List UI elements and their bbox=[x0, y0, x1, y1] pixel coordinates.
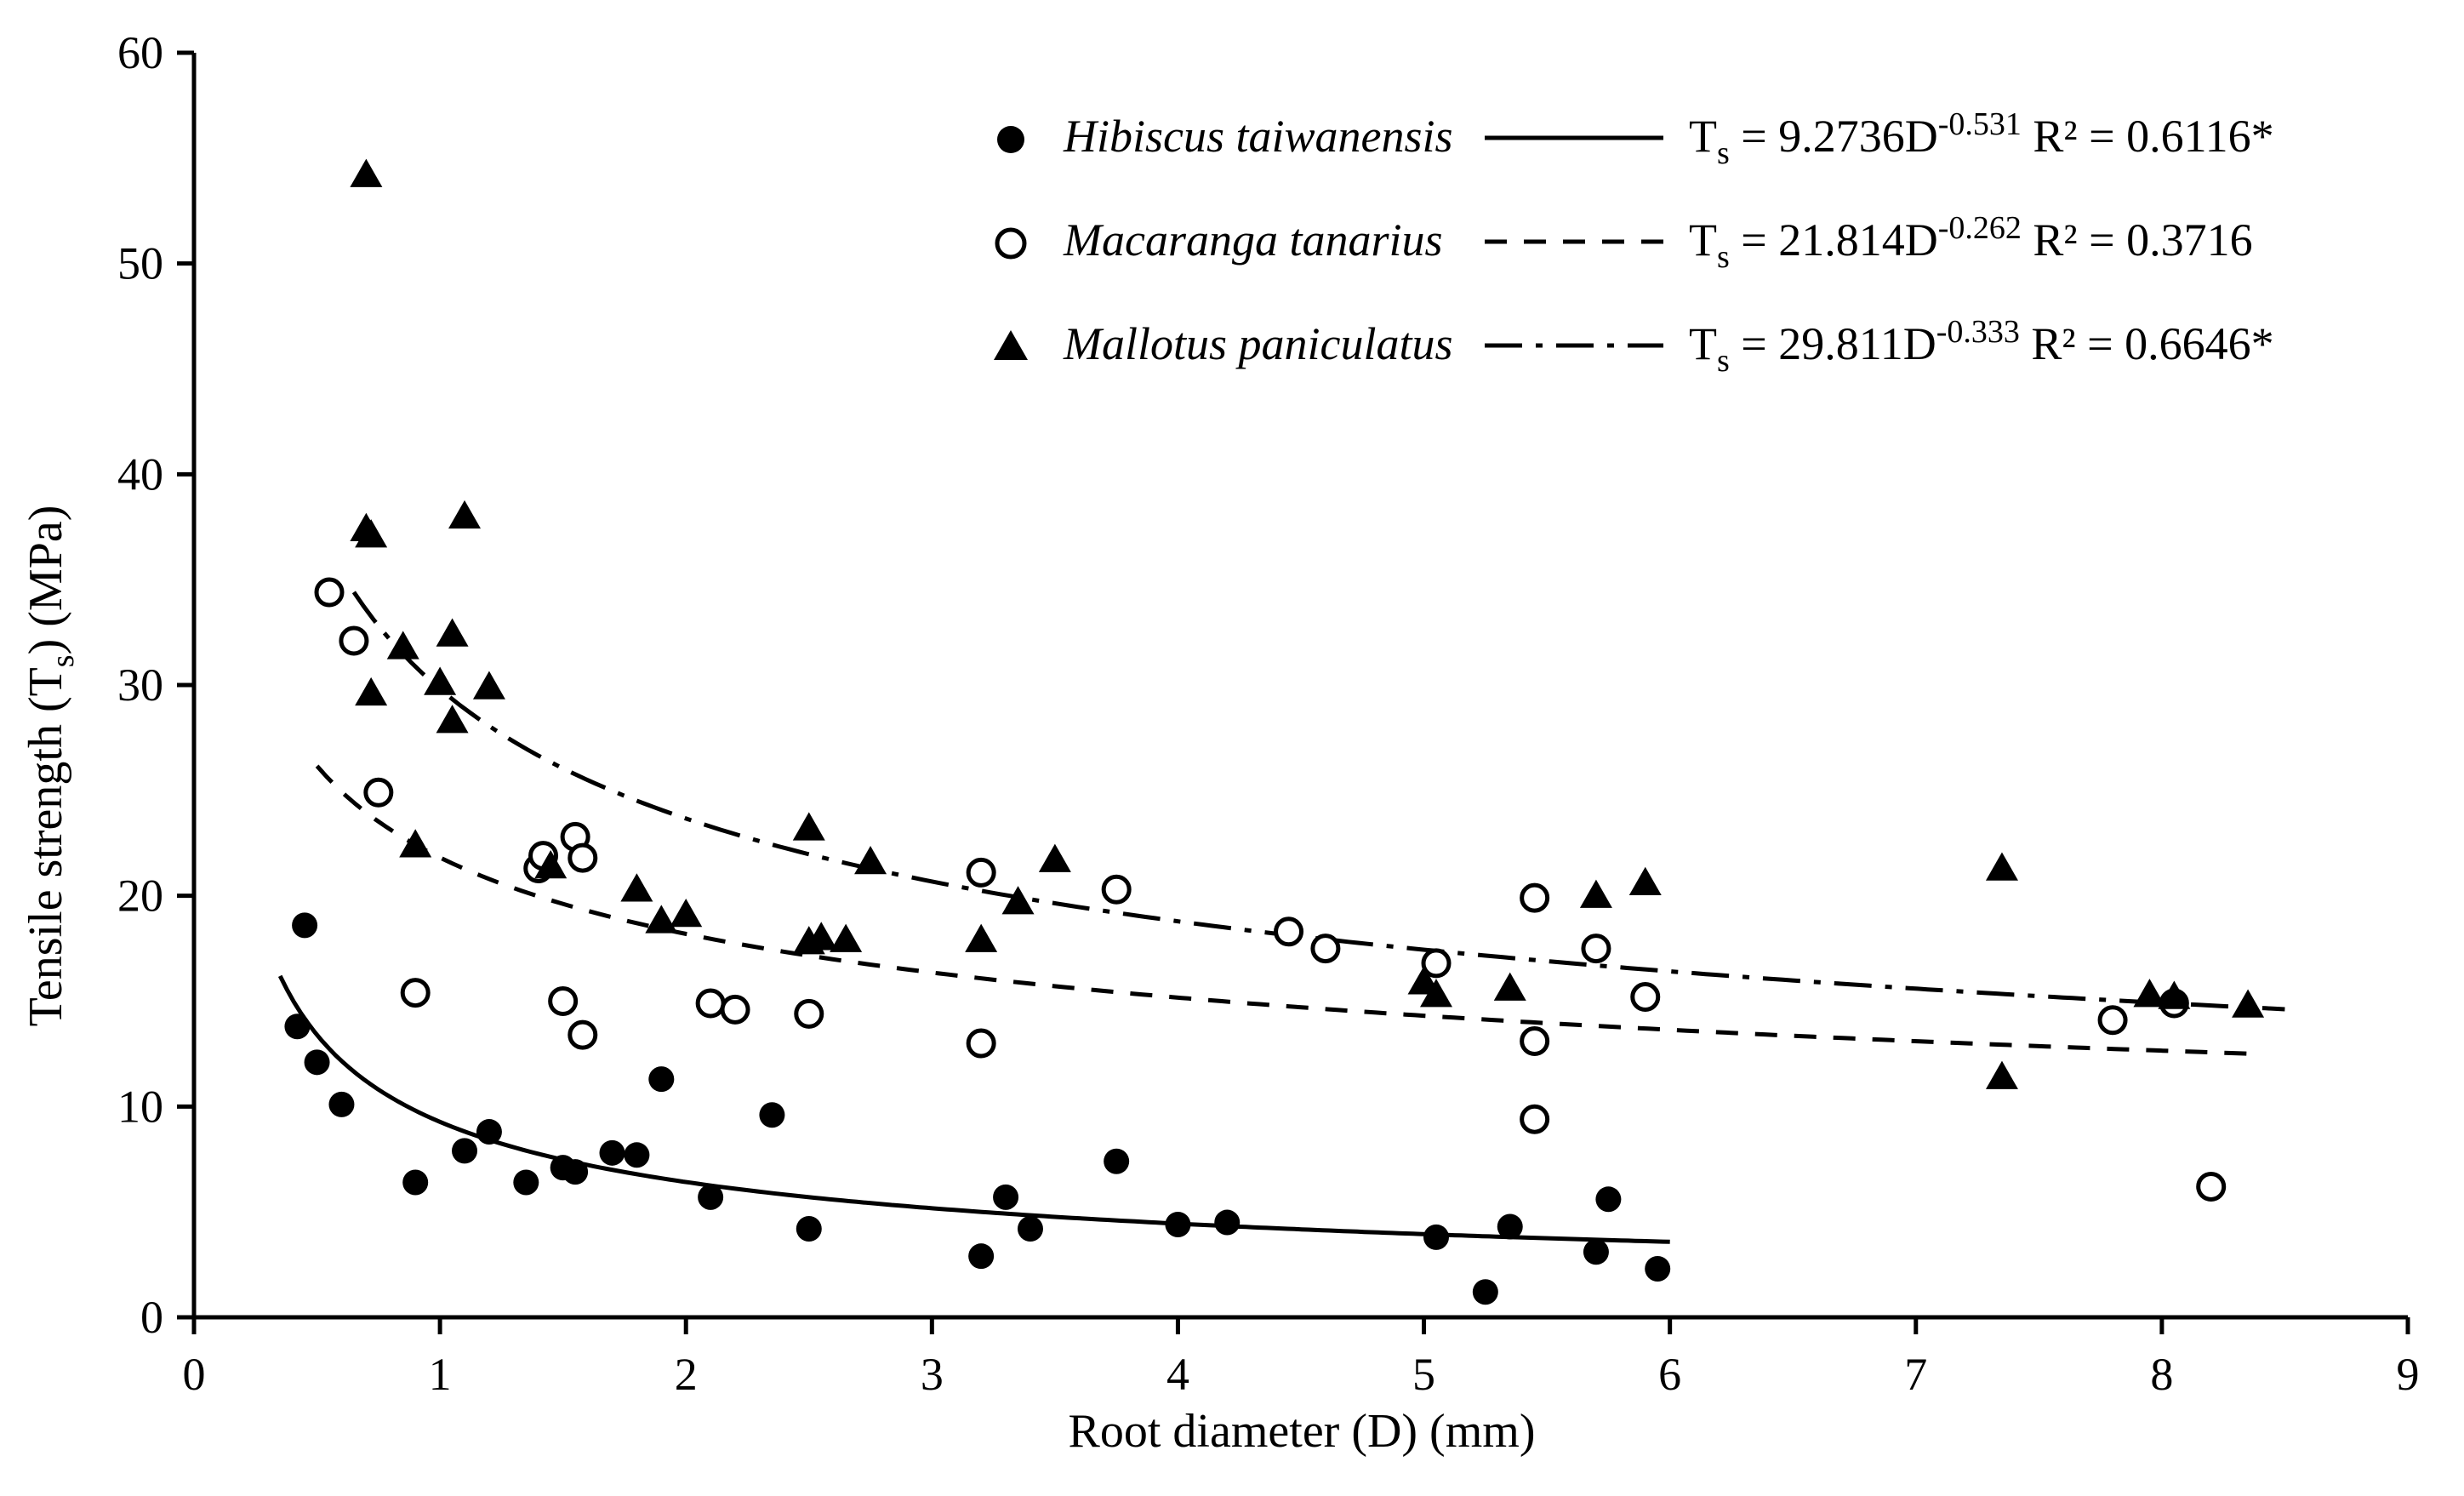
x-tick-label: 5 bbox=[1412, 1349, 1436, 1400]
data-point bbox=[698, 991, 723, 1016]
data-point bbox=[1986, 1061, 2018, 1089]
data-point bbox=[1104, 876, 1129, 902]
data-point bbox=[1522, 885, 1548, 911]
x-axis-title-text: Root diameter (D) (mm) bbox=[1068, 1405, 1536, 1458]
svg-text:Tensile strength (Ts) (MPa): Tensile strength $(T_s)$ (MPa) bbox=[20, 505, 81, 1027]
data-point bbox=[448, 500, 481, 528]
data-point bbox=[1583, 936, 1609, 962]
data-point bbox=[1002, 886, 1035, 914]
data-point bbox=[424, 667, 456, 695]
data-point bbox=[624, 1142, 649, 1168]
data-point bbox=[284, 1014, 310, 1039]
data-point bbox=[1583, 1239, 1609, 1265]
data-point bbox=[1423, 1225, 1449, 1250]
y-axis-title bbox=[20, 505, 81, 1027]
legend-equation: $T_s = 21.814D^{-0.262}$ R² = 0.3716 bbox=[1689, 210, 2253, 275]
x-tick-label: 8 bbox=[2150, 1349, 2174, 1400]
legend bbox=[994, 106, 2274, 379]
y-tick-label: 10 bbox=[117, 1081, 163, 1133]
data-point bbox=[570, 1022, 596, 1048]
data-point bbox=[1039, 844, 1071, 872]
data-point bbox=[670, 899, 702, 927]
legend-equation: $T_s = 9.2736D^{-0.531}$ R² = 0.6116* bbox=[1689, 106, 2274, 171]
data-point bbox=[550, 989, 576, 1014]
data-point bbox=[796, 1216, 822, 1242]
legend-marker-1 bbox=[997, 230, 1024, 257]
data-point bbox=[796, 1001, 822, 1026]
data-point bbox=[1104, 1149, 1129, 1174]
data-point bbox=[513, 1169, 539, 1195]
fit-curve-0 bbox=[280, 976, 1670, 1242]
data-point bbox=[1595, 1186, 1621, 1212]
data-point bbox=[1276, 919, 1302, 945]
data-point bbox=[1629, 867, 1662, 895]
data-point bbox=[698, 1185, 723, 1210]
x-tick-label: 3 bbox=[920, 1349, 944, 1400]
data-point bbox=[1522, 1029, 1548, 1054]
data-point bbox=[1497, 1214, 1523, 1240]
fit-curves bbox=[280, 592, 2284, 1242]
data-point bbox=[317, 580, 342, 605]
data-point bbox=[1633, 985, 1658, 1010]
y-tick-label: 30 bbox=[117, 659, 163, 711]
y-tick-label: 60 bbox=[117, 27, 163, 78]
data-point bbox=[402, 980, 428, 1006]
data-point bbox=[1214, 1210, 1240, 1236]
y-tick-label: 40 bbox=[117, 448, 163, 500]
data-point bbox=[476, 1119, 502, 1145]
legend-marker-0 bbox=[997, 126, 1024, 153]
legend-species-name: Macaranga tanarius bbox=[1064, 214, 1443, 266]
legend-species-name: Mallotus paniculatus bbox=[1064, 318, 1453, 369]
data-point bbox=[399, 829, 431, 857]
y-tick-label: 0 bbox=[140, 1292, 163, 1343]
data-point bbox=[387, 631, 419, 659]
data-point bbox=[1494, 973, 1526, 1001]
data-point bbox=[993, 1185, 1018, 1210]
data-point bbox=[645, 905, 677, 933]
data-point bbox=[648, 1066, 674, 1092]
data-point bbox=[1580, 880, 1612, 908]
data-point bbox=[1018, 1216, 1043, 1242]
x-tick-label: 7 bbox=[1904, 1349, 1928, 1400]
x-tick-label: 6 bbox=[1658, 1349, 1682, 1400]
data-point bbox=[830, 924, 862, 952]
data-point bbox=[2100, 1008, 2125, 1033]
legend-equation: $T_s = 29.811D^{-0.333}$ R² = 0.6646* bbox=[1689, 314, 2274, 379]
x-tick-label: 1 bbox=[428, 1349, 452, 1400]
x-tick-label: 4 bbox=[1166, 1349, 1189, 1400]
data-point bbox=[1645, 1256, 1670, 1282]
data-point bbox=[436, 619, 469, 647]
data-point bbox=[1473, 1279, 1498, 1305]
data-point bbox=[793, 812, 825, 840]
x-tick-label: 9 bbox=[2396, 1349, 2420, 1400]
data-point bbox=[341, 628, 367, 654]
data-point bbox=[452, 1138, 477, 1163]
data-point bbox=[350, 159, 382, 187]
data-point bbox=[1522, 1106, 1548, 1132]
data-point bbox=[968, 1031, 994, 1056]
data-point bbox=[1165, 1212, 1190, 1237]
data-point bbox=[1313, 936, 1338, 962]
data-point bbox=[355, 677, 387, 705]
fit-curve-1 bbox=[317, 766, 2261, 1053]
data-point bbox=[759, 1102, 784, 1128]
data-point bbox=[1986, 852, 2018, 880]
data-point bbox=[2199, 1173, 2224, 1199]
data-point bbox=[599, 1140, 625, 1166]
data-point bbox=[305, 1049, 330, 1075]
data-point bbox=[562, 1159, 588, 1185]
data-point bbox=[2133, 979, 2165, 1007]
data-point bbox=[968, 859, 994, 885]
data-point bbox=[968, 1243, 994, 1269]
data-point bbox=[854, 846, 887, 874]
x-tick-label: 0 bbox=[182, 1349, 206, 1400]
legend-species-name: Hibiscus taiwanensis bbox=[1064, 111, 1453, 162]
data-point bbox=[965, 924, 997, 952]
x-tick-label: 2 bbox=[674, 1349, 698, 1400]
data-point bbox=[402, 1169, 428, 1195]
data-point bbox=[570, 845, 596, 871]
y-tick-label: 20 bbox=[117, 870, 163, 922]
legend-marker-2 bbox=[994, 330, 1028, 360]
y-tick-label: 50 bbox=[117, 237, 163, 289]
x-axis-title bbox=[1069, 1405, 1536, 1458]
data-point bbox=[620, 873, 653, 901]
data-point bbox=[473, 671, 505, 699]
data-point bbox=[328, 1092, 354, 1117]
data-point bbox=[292, 912, 317, 938]
data-point bbox=[722, 996, 748, 1022]
data-point bbox=[2232, 989, 2264, 1017]
data-point bbox=[366, 779, 391, 805]
